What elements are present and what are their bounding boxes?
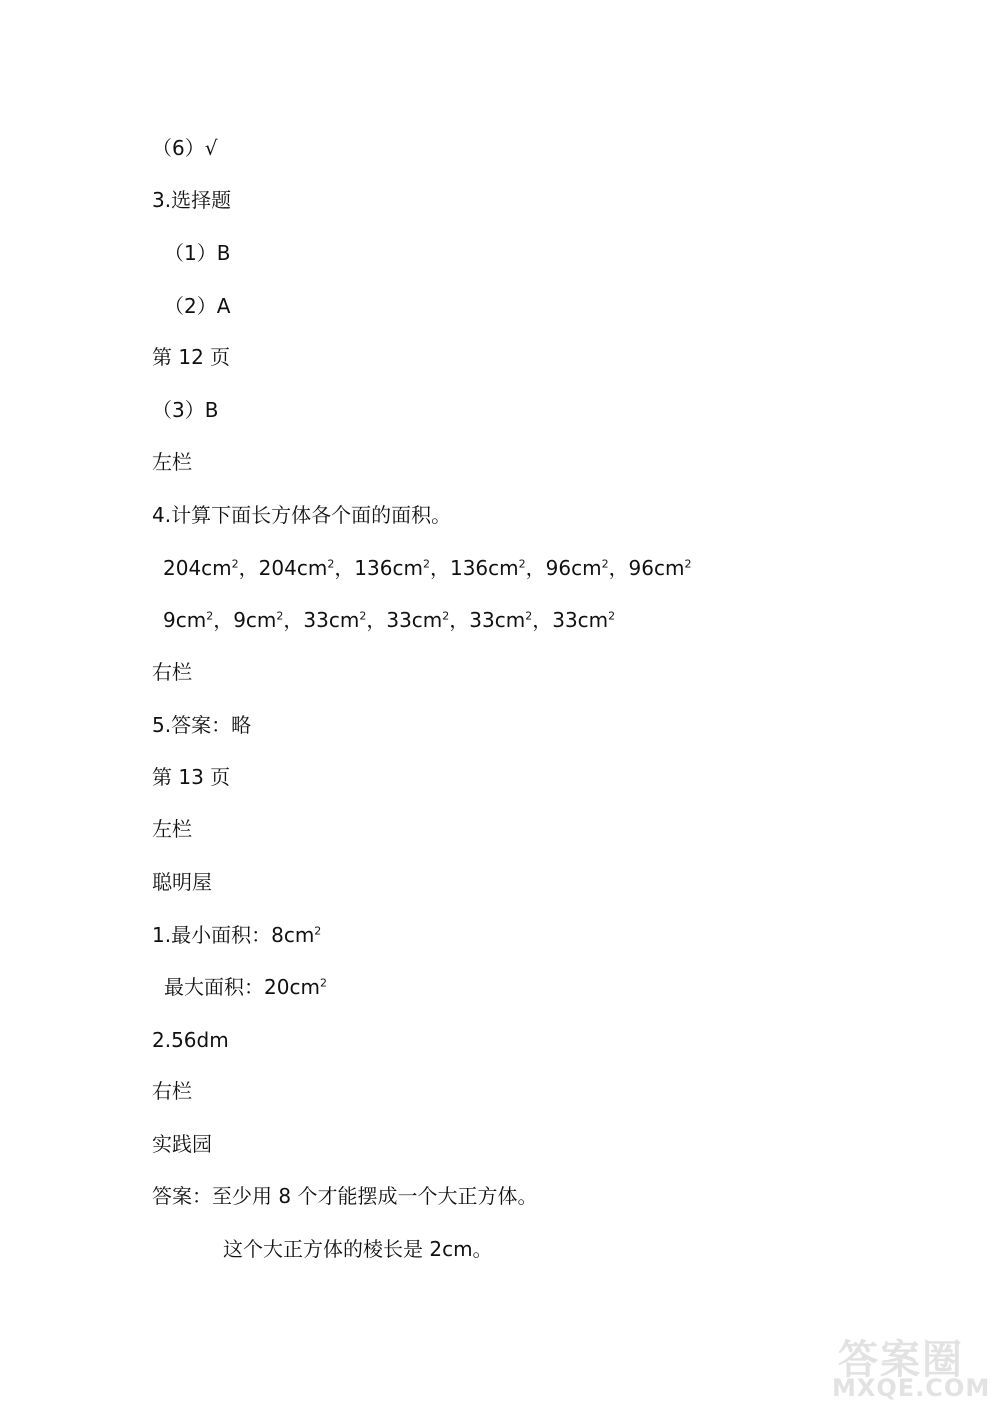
answer-item-6: （6）√: [152, 136, 218, 160]
answer-item-1: （1）B: [164, 241, 231, 265]
area-superscript: 2: [276, 609, 284, 623]
area-superscript: 2: [684, 557, 692, 571]
area-superscript: 2: [422, 557, 430, 571]
area-superscript: 2: [206, 609, 214, 623]
area-value: 9cm: [163, 608, 207, 632]
min-area-answer: [152, 922, 321, 948]
area-value: ，33cm: [366, 608, 443, 632]
column-label-right: 右栏: [152, 1079, 192, 1103]
section-heading-practice: 实践园: [152, 1132, 212, 1156]
column-label-left: 左栏: [152, 450, 192, 474]
length-answer: 2.56dm: [152, 1028, 229, 1052]
watermark-text: 答案圈: [838, 1337, 964, 1383]
page-marker-13: 第 13 页: [152, 765, 231, 789]
section-heading-clever-house: 聪明屋: [152, 870, 212, 894]
area-superscript: 2: [231, 557, 239, 571]
watermark-url: MXQE.COM: [832, 1374, 991, 1402]
area-value: ，33cm: [532, 608, 609, 632]
area-superscript: 2: [525, 609, 533, 623]
area-superscript: 2: [518, 557, 526, 571]
column-label-right: 右栏: [152, 660, 192, 684]
section-heading-choice: 3.选择题: [152, 188, 232, 212]
max-area-label: 最大面积：: [164, 975, 264, 999]
max-area-answer: [164, 974, 327, 1000]
area-values-row-1: [163, 555, 692, 581]
page-marker-12: 第 12 页: [152, 345, 231, 369]
area-superscript: 2: [601, 557, 609, 571]
area-value: ，33cm: [283, 608, 360, 632]
area-value: ，204cm: [238, 556, 328, 580]
area-value: ，96cm: [525, 556, 602, 580]
area-superscript: 2: [327, 557, 335, 571]
area-superscript: 2: [319, 976, 327, 990]
practice-answer-line-2: 这个大正方体的棱长是 2cm。: [223, 1237, 493, 1261]
area-values-row-2: [163, 607, 615, 633]
section-heading-area: 4.计算下面长方体各个面的面积。: [152, 503, 452, 527]
area-value: ，136cm: [429, 556, 519, 580]
area-value: ，33cm: [449, 608, 526, 632]
min-area-label: 1.最小面积：: [152, 923, 272, 947]
max-area-value: 20cm: [264, 975, 320, 999]
area-value: 204cm: [163, 556, 232, 580]
watermark-logo: [832, 1328, 992, 1408]
practice-answer-line-1: 答案：至少用 8 个才能摆成一个大正方体。: [152, 1184, 538, 1208]
answer-item-3: （3）B: [152, 398, 219, 422]
area-value: ，9cm: [213, 608, 277, 632]
area-superscript: 2: [442, 609, 450, 623]
column-label-left: 左栏: [152, 817, 192, 841]
answer-item-5: 5.答案：略: [152, 713, 252, 737]
area-superscript: 2: [314, 924, 322, 938]
area-value: ，136cm: [334, 556, 423, 580]
min-area-value: 8cm: [271, 923, 315, 947]
area-superscript: 2: [359, 609, 367, 623]
area-value: ，96cm: [608, 556, 685, 580]
area-superscript: 2: [608, 609, 616, 623]
answer-item-2: （2）A: [164, 294, 231, 318]
